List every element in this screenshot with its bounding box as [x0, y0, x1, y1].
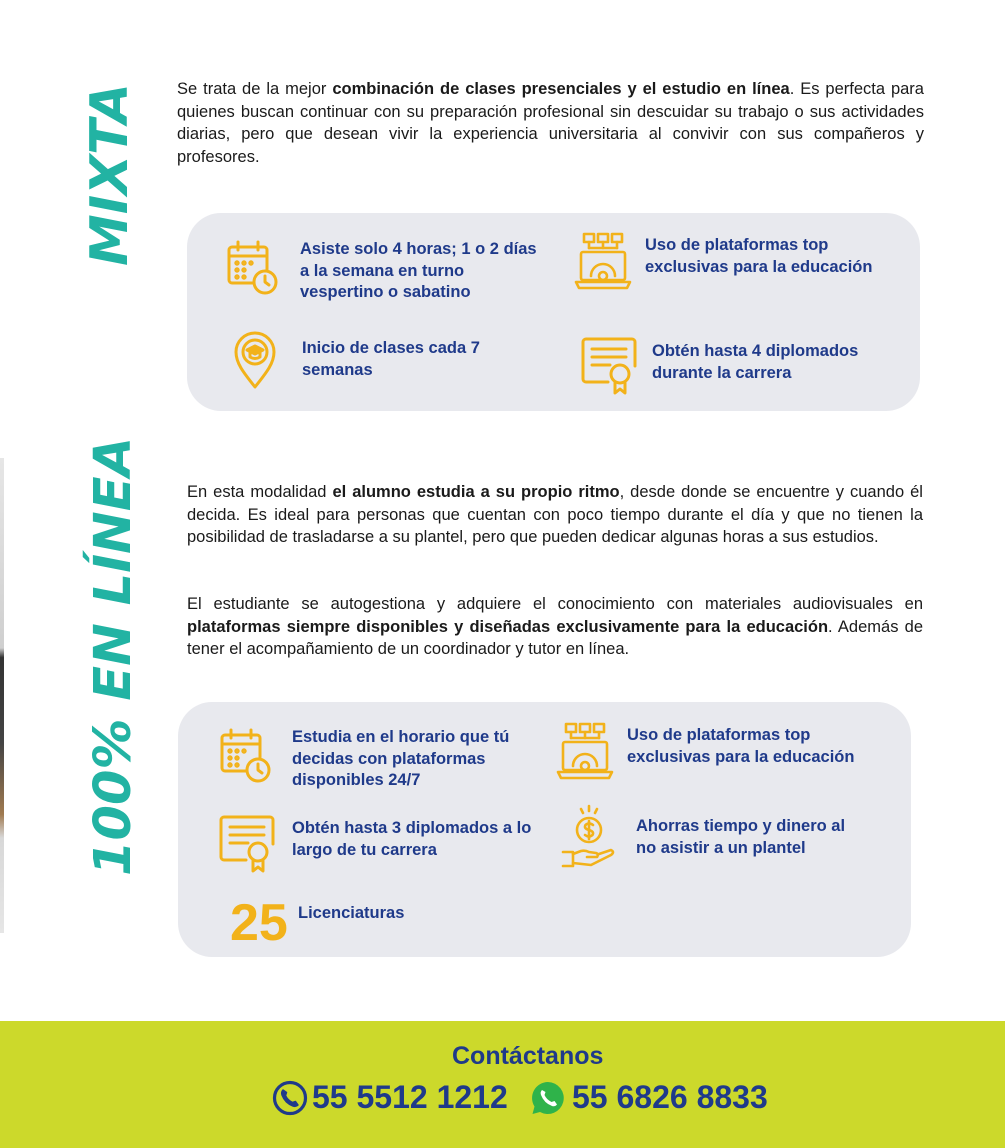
mixta-title: MIXTA — [80, 83, 140, 266]
licenciaturas-label: Licenciaturas — [298, 904, 405, 922]
online-paragraph-1-text: En esta modalidad — [187, 483, 333, 501]
mixta-paragraph — [177, 78, 924, 168]
money-hand-icon — [561, 804, 617, 868]
online-paragraph-2-text: El estudiante se autogestiona y adquiere el conocimiento con materiales audiovisuales en — [187, 595, 923, 613]
online-feature-diplomas: Obtén hasta 3 diplomados a lo largo de tu carrera — [292, 819, 532, 859]
phone-number[interactable]: 55 5512 1212 — [312, 1079, 508, 1115]
diploma-icon — [218, 814, 278, 874]
phone-icon — [272, 1080, 308, 1116]
online-feature-platforms: Uso de plataformas top exclusivas para la educación — [627, 726, 855, 766]
online-feature-savings: Ahorras tiempo y dinero al no asistir a un plantel — [636, 817, 846, 857]
contact-title: Contáctanos — [452, 1042, 604, 1070]
online-paragraph-1-bold: el alumno estudia a su propio ritmo — [332, 483, 620, 501]
graduation-pin-icon — [233, 330, 277, 390]
online-paragraph-2-bold: plataformas siempre disponibles y diseñadas exclusivamente para la educación — [187, 617, 829, 636]
online-paragraph-1 — [187, 481, 923, 549]
mixta-paragraph-bold: combinación de clases presenciales y el estudio en línea — [332, 80, 790, 98]
calendar-clock-icon — [226, 240, 280, 296]
left-edge-strip — [0, 458, 4, 933]
mixta-paragraph-text-end: . Es perfecta para quienes buscan continuar con su preparación profesional sin descuidar su trabajo o sus actividades diarias, pero que desean vivir la experiencia universitaria al convivir con sus compañeros y profesores. — [177, 80, 924, 166]
online-paragraph-1-text-end: , desde donde se encuentre y cuando él decida. Es ideal para personas que cuentan con poco tiempo durante el día y que no tienen la posibilidad de trasladarse a su plantel, pero que pueden dedicar algunas horas a sus estudios. — [187, 483, 923, 546]
online-feature-schedule: Estudia en el horario que tú decidas con plataformas disponibles 24/7 — [292, 728, 510, 789]
calendar-clock-icon — [219, 728, 273, 784]
online-paragraph-2 — [187, 593, 923, 661]
mixta-feature-start: Inicio de clases cada 7 semanas — [302, 339, 480, 379]
mixta-paragraph-text: Se trata de la mejor — [177, 80, 333, 98]
laptop-platform-icon — [556, 722, 614, 782]
mixta-feature-schedule: Asiste solo 4 horas; 1 o 2 días a la semana en turno vespertino o sabatino — [300, 240, 537, 301]
whatsapp-number[interactable]: 55 6826 8833 — [572, 1079, 768, 1115]
online-title: 100% EN LÍNEA — [84, 436, 143, 876]
whatsapp-icon — [530, 1080, 566, 1116]
diploma-icon — [580, 336, 640, 396]
licenciaturas-count: 25 — [230, 894, 288, 952]
online-paragraph-2-text-end: . Además de tener el acompañamiento de un coordinador y tutor en línea. — [187, 617, 923, 658]
mixta-feature-diplomas: Obtén hasta 4 diplomados durante la carrera — [652, 342, 859, 382]
laptop-platform-icon — [574, 232, 632, 292]
mixta-feature-platforms: Uso de plataformas top exclusivas para la educación — [645, 236, 873, 276]
